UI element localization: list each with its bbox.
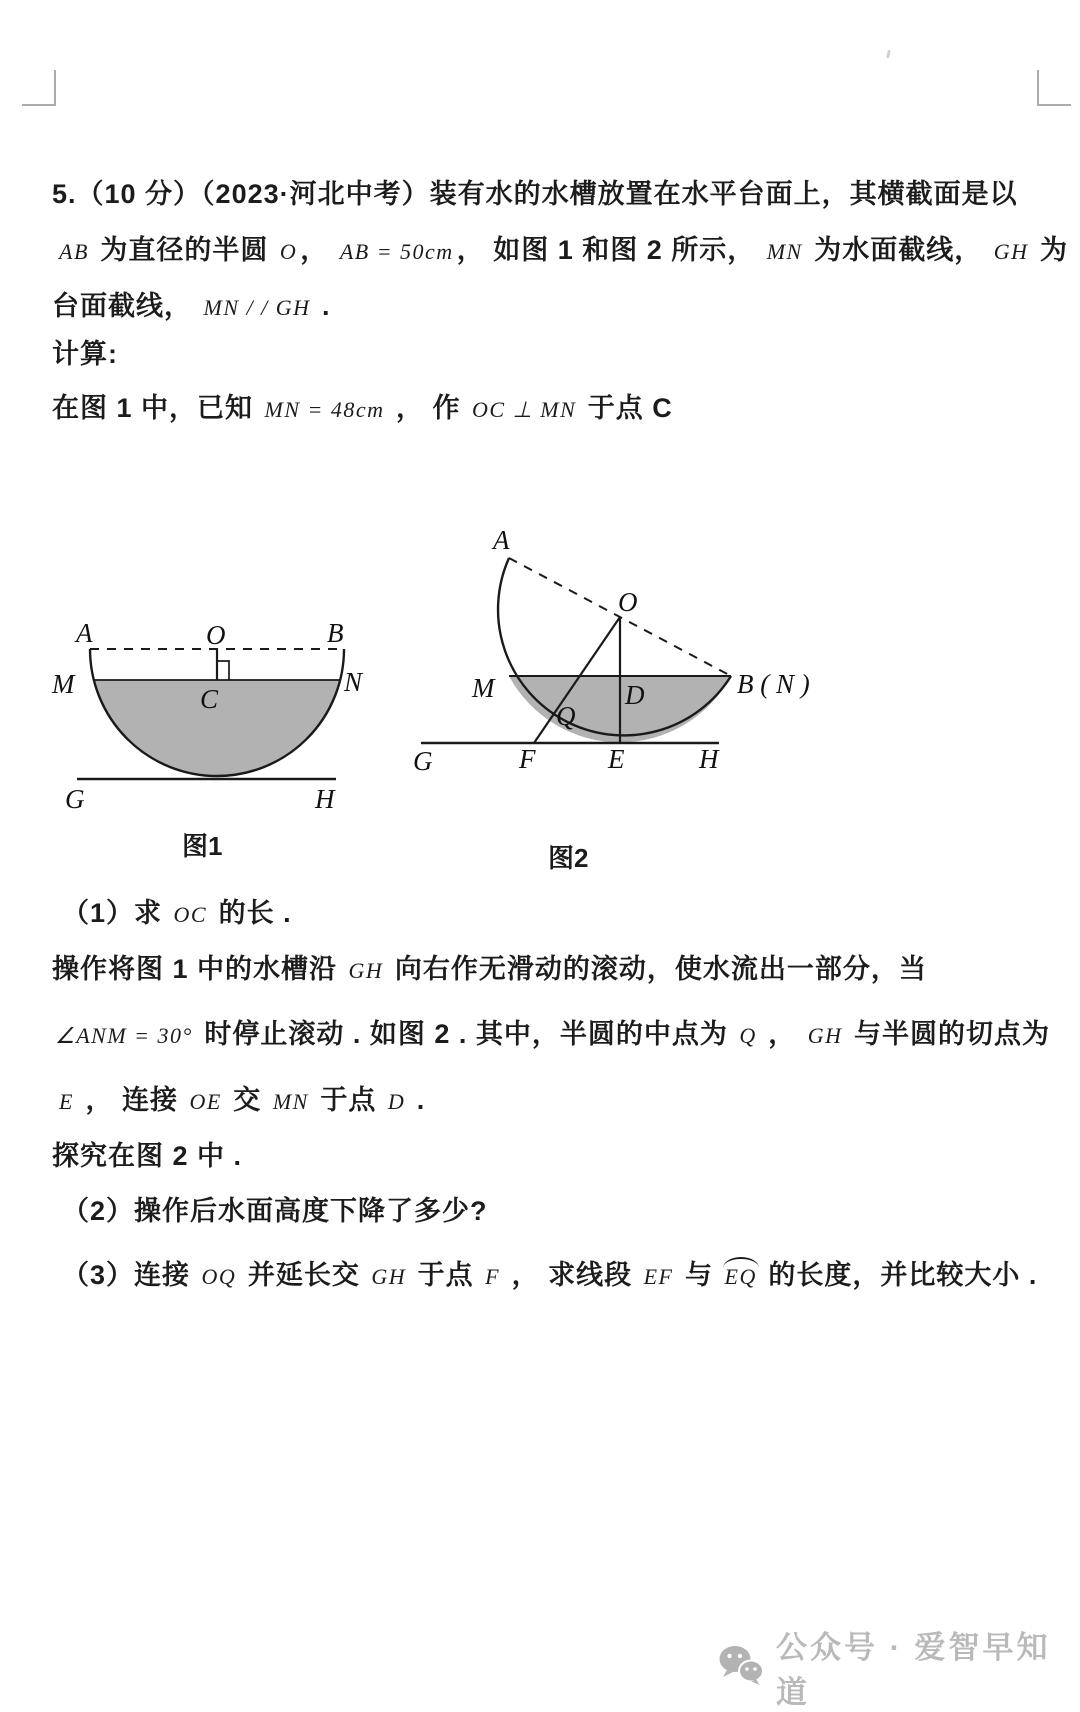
figure2-label-a: A — [493, 525, 510, 555]
footer-watermark — [718, 1622, 1080, 1712]
figure2-label-m: M — [472, 673, 495, 703]
math-segment: MN — [272, 1089, 309, 1114]
figure1-label-a: A — [76, 618, 93, 648]
text-segment: 5.（10 分）（2023·河北中考）装有水的水槽放置在水平台面上，其横截面是以 — [52, 179, 1018, 209]
text-segment: ， 求线段 — [503, 1260, 641, 1290]
figure2-label-e: E — [608, 744, 625, 774]
problem-line-3 — [52, 284, 1027, 323]
text-segment: （1）求 — [62, 898, 171, 928]
figure1-caption: 图1 — [182, 831, 223, 861]
math-segment: AB — [59, 239, 89, 264]
text-segment: ， — [300, 235, 337, 265]
text-segment: ， 作 — [387, 393, 470, 423]
math-segment: GH — [807, 1023, 843, 1048]
math-segment: MN / / GH — [203, 295, 311, 320]
crop-mark-right — [1037, 70, 1071, 106]
math-segment: MN = 48cm — [264, 397, 385, 422]
text-segment: 为直径的半圆 — [91, 235, 277, 265]
math-segment: ∠ANM = 30° — [55, 1023, 193, 1048]
math-segment: OC — [173, 902, 208, 927]
text-segment: 与 — [676, 1260, 722, 1290]
figure1-label-b: B — [327, 618, 344, 648]
text-segment: . — [408, 1085, 426, 1115]
figure2-caption: 图2 — [548, 843, 589, 873]
figure2-label-d: D — [625, 680, 645, 710]
text-segment: ， 如图 1 和图 2 所示， — [456, 235, 764, 265]
text-segment: 于点 — [409, 1260, 483, 1290]
compute-label — [52, 332, 1027, 371]
given-line — [52, 386, 1027, 425]
text-segment: （3）连接 — [62, 1260, 199, 1290]
text-segment: ， 连接 — [76, 1085, 187, 1115]
math-segment: GH — [348, 958, 384, 983]
math-segment: D — [387, 1089, 406, 1114]
figure1-label-h: H — [315, 784, 335, 814]
math-segment: EQ — [722, 1264, 760, 1290]
operation-line-2 — [52, 1012, 1051, 1051]
explore-label — [52, 1134, 1027, 1173]
math-segment: GH — [371, 1264, 407, 1289]
question-1 — [62, 891, 1037, 930]
text-segment: 的长度，并比较大小 . — [759, 1260, 1038, 1290]
math-segment: GH — [993, 239, 1029, 264]
text-segment: 操作将图 1 中的水槽沿 — [52, 954, 346, 984]
math-segment: AB = 50cm — [339, 239, 454, 264]
math-segment: E — [59, 1089, 74, 1114]
figure1-right-angle-mark — [217, 661, 229, 680]
question-2 — [62, 1189, 1037, 1228]
text-segment: 台面截线， — [52, 291, 201, 321]
text-segment: 的长 . — [210, 898, 292, 928]
text-segment: 探究在图 2 中 . — [52, 1141, 243, 1171]
text-segment: . — [313, 291, 331, 321]
text-segment: 在图 1 中，已知 — [52, 393, 262, 423]
text-segment: 交 — [224, 1085, 270, 1115]
figure1-label-g: G — [65, 784, 85, 814]
text-segment: 为 — [1031, 235, 1069, 265]
math-segment: OC ⊥ MN — [472, 397, 577, 422]
text-segment: 计算: — [52, 339, 118, 369]
figure2-svg — [375, 475, 835, 795]
text-segment: 向右作无滑动的滚动，使水流出一部分，当 — [386, 954, 927, 984]
figure1-svg — [50, 560, 390, 860]
math-segment: OE — [189, 1089, 222, 1114]
crop-mark-left — [22, 70, 56, 106]
text-segment: 时停止滚动 . 如图 2 . 其中，半圆的中点为 — [195, 1019, 737, 1049]
figure2-label-f: F — [519, 744, 536, 774]
text-segment: （2）操作后水面高度下降了多少? — [62, 1196, 488, 1226]
figure1-label-n: N — [344, 667, 363, 697]
figure2-label-bn: B ( N ) — [737, 669, 810, 699]
figure1-label-m: M — [52, 669, 75, 699]
figure1-label-o: O — [206, 620, 226, 650]
math-segment: Q — [739, 1023, 757, 1048]
question-3 — [62, 1253, 1037, 1292]
text-segment: 并延长交 — [239, 1260, 369, 1290]
math-segment: F — [485, 1264, 501, 1289]
text-segment: 与半圆的切点为 — [845, 1019, 1051, 1049]
math-segment: EF — [643, 1264, 674, 1289]
figure1-label-c: C — [200, 684, 219, 714]
math-segment: MN — [766, 239, 803, 264]
math-segment: OQ — [201, 1264, 237, 1289]
text-segment: 于点 — [311, 1085, 385, 1115]
operation-line-1 — [52, 947, 1027, 986]
figure2-label-g: G — [413, 746, 433, 776]
math-segment: O — [279, 239, 298, 264]
operation-line-3 — [56, 1078, 1031, 1117]
problem-line-1 — [52, 172, 1027, 211]
text-segment: 于点 C — [579, 393, 673, 423]
text-segment: 为水面截线， — [805, 235, 991, 265]
scan-speck — [886, 50, 891, 58]
figure2-label-h: H — [699, 744, 719, 774]
text-segment: ， — [759, 1019, 805, 1049]
problem-line-2 — [56, 228, 1069, 267]
figure2-label-o: O — [618, 587, 638, 617]
figure2-label-q: Q — [556, 701, 576, 731]
wechat-icon — [718, 1645, 764, 1690]
footer-account-text: 公众号 · 爱智早知道 — [776, 1630, 1051, 1710]
